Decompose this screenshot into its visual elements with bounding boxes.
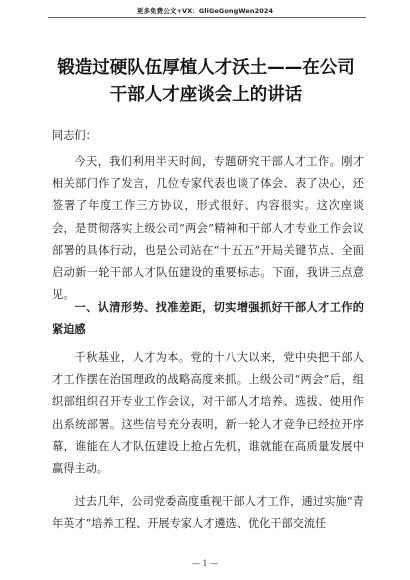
page-number: — 1 — [191, 559, 219, 568]
paragraph-intro: 今天，我们利用半天时间，专题研究干部人才工作。刚才相关部门作了发言，几位专家代表也谈了体会、表了决心，还签署了年度工作三方协议，形式很好、内容很实。这次座谈会，是贯彻落实上级公司“两会”精神和干部人才专业工作会议部署的具体行动，也是公司站在“十五五”开局关键节点、全面启动新一轮干部人才队伍建设的重要标志。下面，我讲三点意见。 [52, 155, 364, 302]
paragraph-section-1: 千秋基业，人才为本。党的十八大以来，党中央把干部人才工作摆在治国理政的战略高度来抓。上级公司“两会”后，组织部组织召开专业工作会议，对干部人才培养、选拔、使用作出系统部署。这些信号充分表明，新一轮人才竞争已经拉开序幕，谁能在人才队伍建设上抢占先机，谁就能在高质量发展中赢得主动。 [52, 351, 364, 476]
section-heading-1: 一、认清形势、找准差距，切实增强抓好干部人才工作的紧迫感 [52, 301, 364, 337]
header-divider [48, 17, 366, 18]
greeting: 同志们： [52, 129, 97, 142]
paragraph-section-1-continued: 过去几年，公司党委高度重视干部人才工作，通过实施“青年英才”培养工程、开展专家人才遴选、优化干部交流任 [52, 495, 364, 531]
page-header: 更多免费公文+VX：GliGeGongWen2024 [136, 7, 274, 15]
document-title: 锻造过硬队伍厚植人才沃土——在公司干部人才座谈会上的讲话 [57, 58, 355, 105]
